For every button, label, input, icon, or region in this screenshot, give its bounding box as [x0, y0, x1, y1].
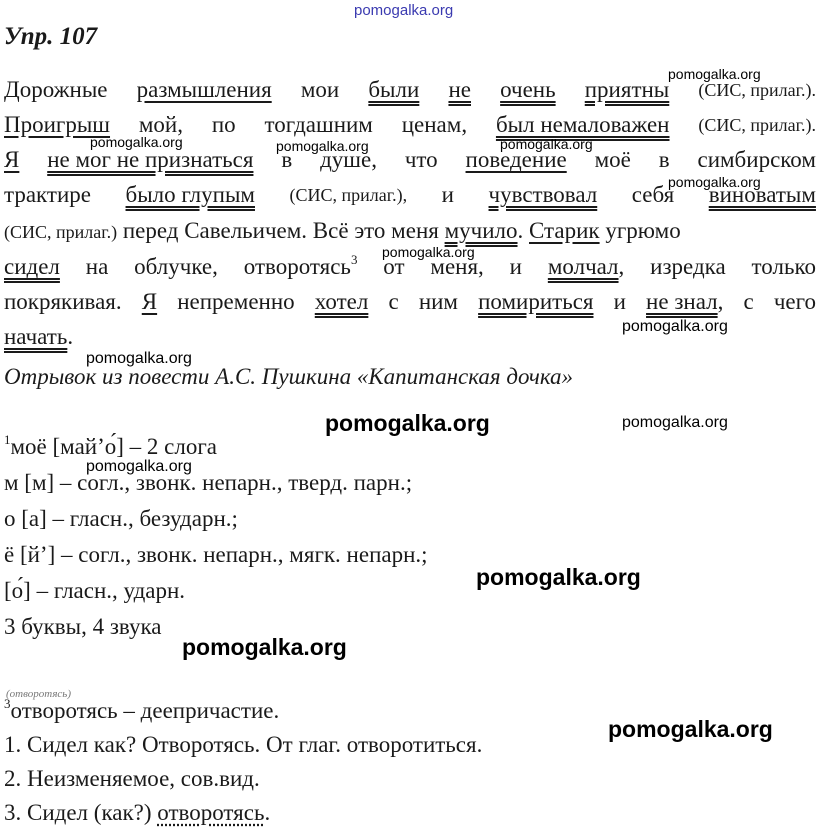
predicate-word: сидел	[4, 254, 60, 279]
word: меня,	[430, 254, 484, 279]
watermark: pomogalka.org	[476, 564, 641, 590]
grammar-note: (СИС, прилаг.).	[698, 80, 816, 100]
word: ним	[418, 289, 458, 314]
predicate-word: не мог не признаться	[47, 147, 254, 172]
word: облучке,	[134, 254, 218, 279]
word: с	[743, 289, 754, 314]
word: непременно	[177, 289, 295, 314]
footnote-mark: 1	[4, 432, 11, 447]
watermark: pomogalka.org	[622, 318, 728, 335]
word: не знал,	[646, 289, 724, 314]
source-line: Отрывок из повести А.С. Пушкина «Капитанская дочка»	[4, 364, 574, 389]
text-line-7	[4, 287, 816, 317]
word: себя	[631, 182, 675, 207]
predicate-word: был немаловажен	[495, 112, 670, 137]
analysis-row: м [м] – согл., звонк. непарн., тверд. парн.;	[4, 470, 413, 495]
predicate-word: приятны	[584, 77, 670, 102]
predicate-word: помириться	[478, 289, 594, 314]
watermark: pomogalka.org	[500, 136, 593, 152]
word: что	[404, 147, 438, 172]
subject-word: Старик	[529, 218, 600, 243]
predicate-word: хотел	[314, 289, 369, 314]
subject-word: Проигрыш	[4, 112, 111, 137]
watermark: pomogalka.org	[608, 716, 773, 742]
word: молчал,	[547, 254, 625, 279]
word: только	[751, 254, 816, 279]
word: на	[85, 254, 109, 279]
word: в	[658, 147, 670, 172]
subject-word: Я	[141, 289, 158, 314]
analysis-step: 3. Сидел (как?) отворотясь.	[4, 800, 271, 825]
word: трактире	[4, 182, 91, 207]
predicate-word: начать	[4, 324, 68, 349]
word: и	[441, 182, 454, 207]
word: по	[211, 112, 236, 137]
watermark: pomogalka.org	[276, 138, 369, 154]
word: и	[613, 289, 626, 314]
word: ценам,	[401, 112, 468, 137]
analysis-step: 2. Неизменяемое, сов.вид.	[4, 766, 260, 791]
word: с	[388, 289, 399, 314]
word: перед Савельичем. Всё это меня	[122, 218, 439, 243]
word: симбирском	[697, 147, 816, 172]
word: отворотясь$^3$	[243, 252, 358, 279]
note-1-heading: $^1$моё [май’о́] – 2 слога	[4, 432, 217, 459]
subject-word: поведение	[465, 147, 567, 172]
watermark: pomogalka.org	[382, 244, 475, 260]
grammar-note: (СИС, прилаг.),	[289, 185, 408, 205]
subject-word: размышления	[136, 77, 272, 102]
word: тогдашним	[264, 112, 373, 137]
watermark: pomogalka.org	[182, 634, 347, 660]
grammar-note: (СИС, прилаг.)	[4, 222, 118, 242]
predicate-word: было глупым	[125, 182, 255, 207]
word: чего	[773, 289, 816, 314]
word: и	[509, 254, 522, 279]
footnote-mark: 3	[4, 696, 11, 711]
text-line-5	[4, 216, 816, 247]
analysis-step: 1. Сидел как? Отворотясь. От глаг. отворотиться.	[4, 732, 483, 757]
punct: .	[67, 324, 74, 349]
word: угрюмо	[605, 218, 681, 243]
word: в	[281, 147, 293, 172]
word: душе,	[320, 147, 377, 172]
word: покрякивая.	[4, 289, 122, 314]
exercise-title: Упр. 107	[4, 23, 98, 50]
stamp-label: (отворотясь)	[6, 688, 71, 700]
word: моё	[594, 147, 631, 172]
grammar-note: (СИС, прилаг.).	[698, 115, 816, 135]
watermark: pomogalka.org	[622, 414, 728, 431]
predicate-word: были	[368, 77, 420, 102]
predicate-word: чувствовал	[488, 182, 598, 207]
watermark-top: pomogalka.org	[354, 2, 454, 19]
analysis-row: [о́] – гласн., ударн.	[4, 578, 186, 603]
word: от	[383, 254, 405, 279]
watermark: pomogalka.org	[90, 134, 183, 150]
word: мои	[300, 77, 340, 102]
word: Дорожные	[4, 77, 108, 102]
punct: .	[517, 218, 524, 243]
watermark: pomogalka.org	[325, 410, 490, 436]
subject-word: Я	[4, 147, 20, 172]
watermark: pomogalka.org	[86, 458, 192, 475]
watermark: pomogalka.org	[668, 66, 761, 82]
watermark: pomogalka.org	[668, 174, 761, 190]
predicate-word: не	[448, 77, 471, 102]
note-3-heading: $^3$отворотясь – деепричастие.	[4, 696, 280, 723]
word: мой,	[138, 112, 183, 137]
predicate-word: очень	[500, 77, 556, 102]
analysis-row: о [а] – гласн., безударн.;	[4, 506, 238, 531]
analysis-row: ё [й’] – согл., звонк. непарн., мягк. непарн.;	[4, 542, 428, 567]
analysis-row: 3 буквы, 4 звука	[4, 614, 162, 639]
word: изредка	[650, 254, 726, 279]
watermark: pomogalka.org	[86, 350, 192, 367]
predicate-word: мучило	[444, 218, 518, 243]
predicate-word: виноватым	[708, 182, 816, 207]
